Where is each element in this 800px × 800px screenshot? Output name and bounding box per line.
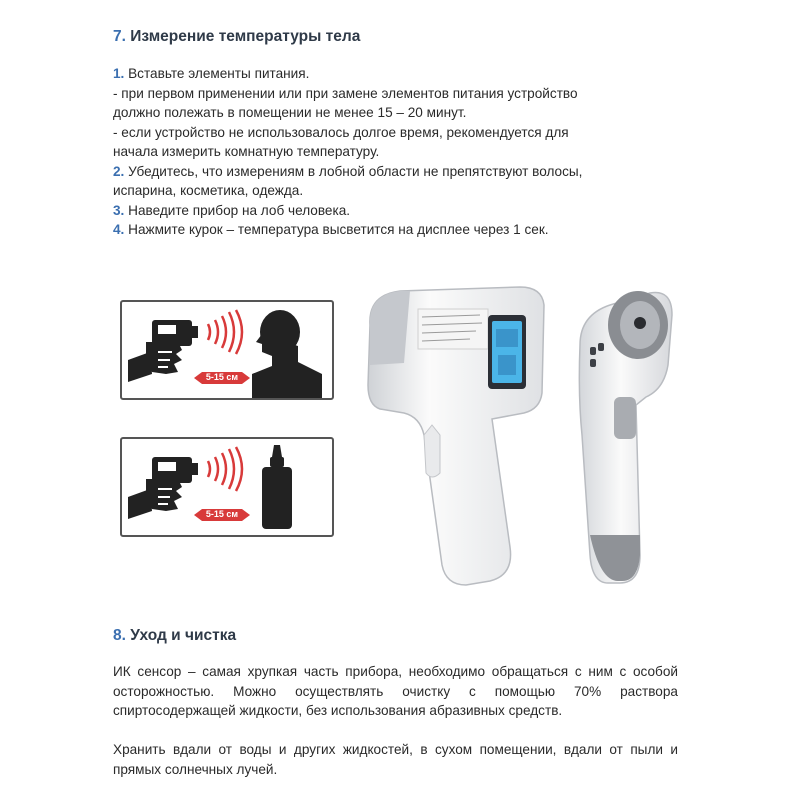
infrared-waves-icon [208,447,242,491]
instruction-line: должно полежать в помещении не менее 15 – 20 минут. [113,105,467,120]
bottle-icon [262,445,292,529]
section-7-heading [113,28,360,46]
object-measurement-diagram [120,437,334,537]
section-8-heading [113,627,236,645]
section-8-title: Уход и чистка [130,627,237,644]
instruction-list [113,64,673,240]
instruction-line: 4. Нажмите курок – температура высветится на дисплее через 1 сек. [113,222,549,237]
head-silhouette-icon [252,310,322,398]
hand-icon [128,479,182,519]
instruction-line: 1. Вставьте элементы питания. [113,66,310,81]
section-8-number: 8. [113,627,126,644]
distance-label: 5-15 см [205,509,239,519]
section-7-title: Измерение температуры тела [130,28,361,45]
care-paragraph-1: ИК сенсор – самая хрупкая часть прибора, необходимо обращаться с ним с особой осторожностью. Можно осуществлять очистку с помощью 70% раствора спиртосодержащей жидкости, без использования абразивных средств. [113,664,678,718]
instruction-line: - если устройство не использовалось долгое время, рекомендуется для [113,124,569,140]
instruction-line: 2. Убедитесь, что измерениям в лобной области не препятствуют волосы, [113,163,583,179]
distance-label: 5-15 см [205,372,239,382]
thermometer-front-image [360,285,550,590]
section-7-number: 7. [113,28,126,45]
thermometer-side-image [560,285,680,590]
forehead-measurement-diagram [120,300,334,400]
care-paragraph-2: Хранить вдали от воды и других жидкостей, в сухом помещении, вдали от пыли и прямых солнечных лучей. [113,742,678,777]
hand-icon [128,342,182,382]
infrared-waves-icon [208,310,242,354]
instruction-line: начала измерить комнатную температуру. [113,144,380,159]
instruction-line: - при первом применении или при замене элементов питания устройство [113,85,578,101]
instruction-line: 3. Наведите прибор на лоб человека. [113,202,351,218]
instruction-line: испарина, косметика, одежда. [113,183,304,198]
